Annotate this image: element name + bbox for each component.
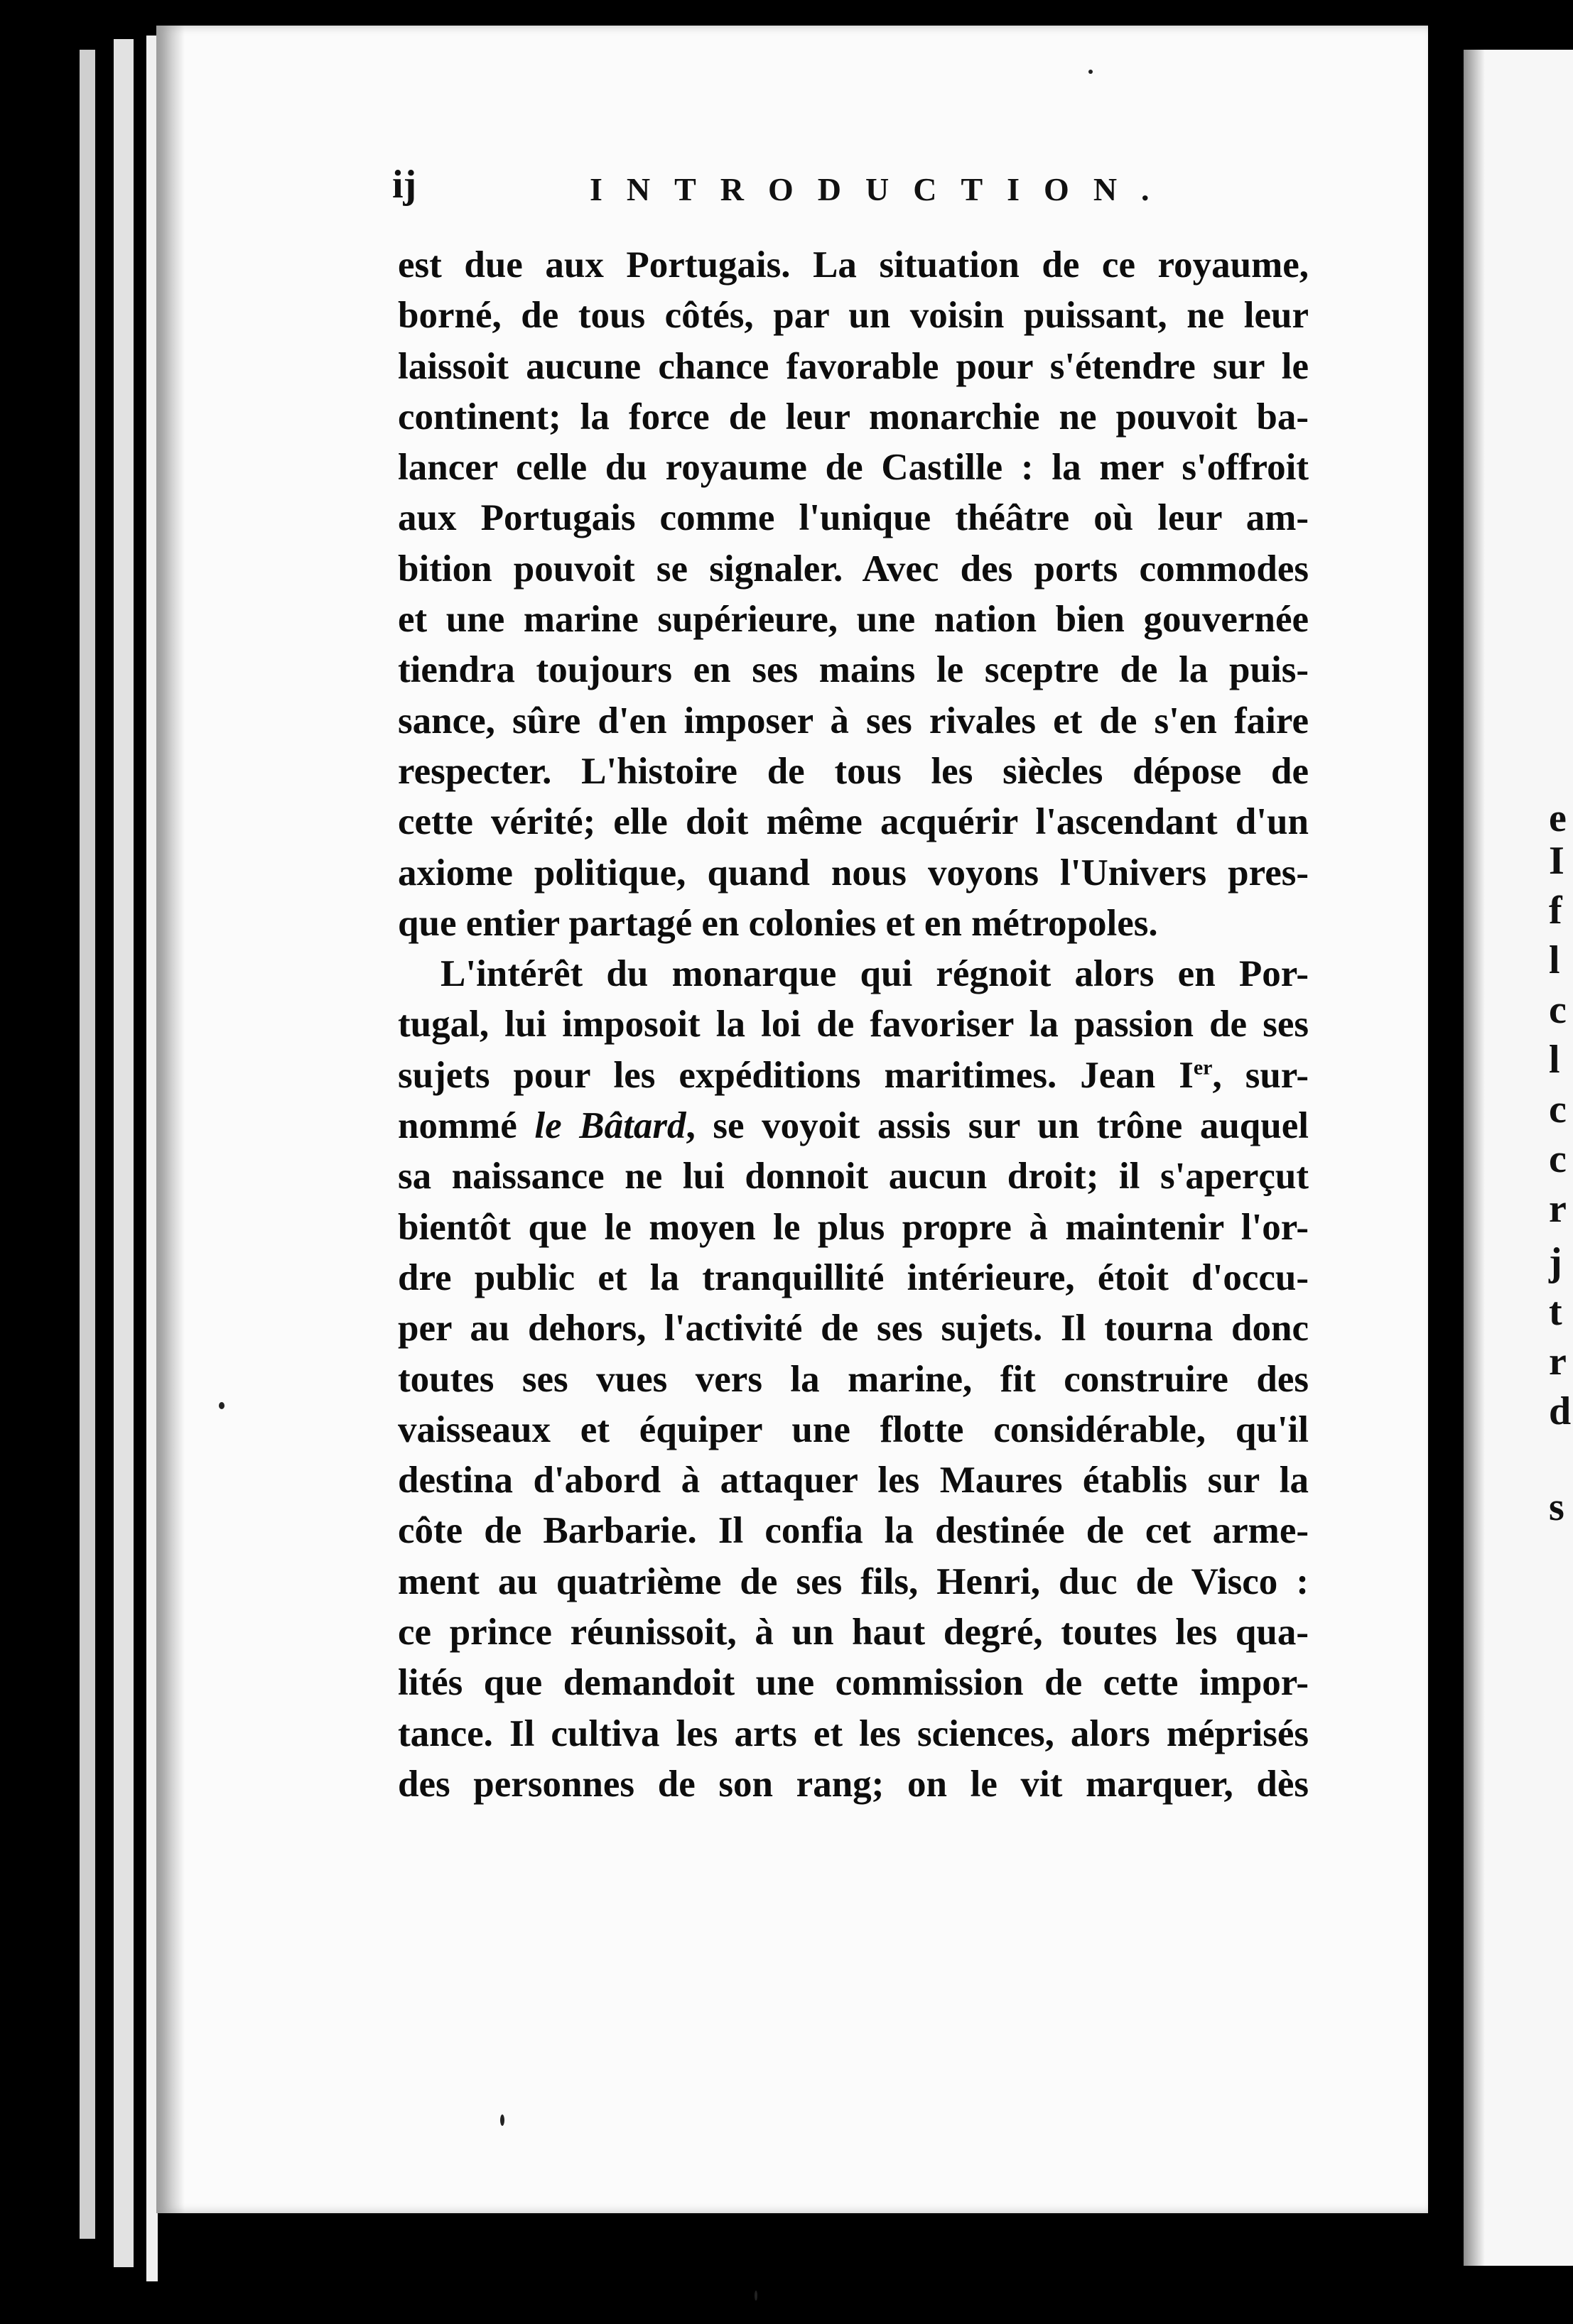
text-line: est due aux Portugais. La situation de ce royaume,: [398, 244, 1309, 286]
text-line: côte de Barbarie. Il confia la destinée de cet arme-: [398, 1510, 1309, 1552]
text-line: lancer celle du royaume de Castille : la mer s'offroit: [398, 447, 1309, 489]
text-line: bientôt que le moyen le plus propre à maintenir l'or-: [398, 1206, 1309, 1248]
text-line-with-superscript: [398, 1050, 1309, 1101]
adjacent-letter: e: [1549, 796, 1567, 840]
text-line: per au dehors, l'activité de ses sujets. Il tourna donc: [398, 1308, 1309, 1350]
text-line: ment au quatrième de ses fils, Henri, duc de Visco :: [398, 1560, 1309, 1602]
adjacent-letter: l: [1549, 1038, 1560, 1082]
text-fragment: sujets pour les expéditions maritimes. Jean I: [398, 1054, 1194, 1096]
text-line: vaisseaux et équiper une flotte considérable, qu'il: [398, 1408, 1309, 1450]
adjacent-letter: f: [1549, 889, 1562, 933]
binding-edge: [80, 50, 95, 2239]
text-line: et une marine supérieure, une nation bien gouvernée: [398, 599, 1309, 641]
adjacent-page-text: [1549, 0, 1573, 2324]
adjacent-letter: c: [1549, 1137, 1567, 1181]
adjacent-letter: r: [1549, 1187, 1567, 1231]
text-fragment: , se voyoit assis sur un trône auquel: [686, 1105, 1309, 1147]
superscript: er: [1193, 1055, 1213, 1080]
text-line: axiome politique, quand nous voyons l'Univers pres-: [398, 852, 1309, 894]
adjacent-letter: l: [1549, 938, 1560, 982]
running-title: INTRODUCTION.: [590, 171, 1174, 207]
text-line: toutes ses vues vers la marine, fit construire des: [398, 1358, 1309, 1400]
text-line: tugal, lui imposoit la loi de favoriser la passion de ses: [398, 1004, 1309, 1046]
page-body: [398, 240, 1309, 1810]
text-line: tance. Il cultiva les arts et les sciences, alors méprisés: [398, 1712, 1309, 1754]
paragraph-start-line: L'intérêt du monarque qui régnoit alors en Por-: [440, 953, 1309, 995]
text-line: des personnes de son rang; on le vit marquer, dès: [398, 1763, 1309, 1805]
text-line-with-italic: [398, 1101, 1309, 1151]
text-fragment: , sur-: [1212, 1054, 1309, 1096]
text-line: respecter. L'histoire de tous les siècles dépose de: [398, 750, 1309, 792]
italic-epithet: le Bâtard: [534, 1105, 686, 1147]
page-number: ij: [392, 163, 417, 207]
text-line: ce prince réunissoit, à un haut degré, toutes les qua-: [398, 1612, 1309, 1654]
adjacent-letter: c: [1549, 1087, 1567, 1131]
text-line: sa naissance ne lui donnoit aucun droit; il s'aperçut: [398, 1156, 1309, 1198]
text-line: bition pouvoit se signaler. Avec des ports commodes: [398, 548, 1309, 590]
adjacent-letter: I: [1549, 839, 1564, 883]
text-line: que entier partagé en colonies et en métropoles.: [398, 902, 1158, 944]
speck: [1088, 70, 1093, 74]
speck: [755, 2291, 757, 2301]
text-line: lités que demandoit une commission de cette impor-: [398, 1662, 1309, 1704]
adjacent-letter: c: [1549, 988, 1567, 1032]
adjacent-letter: r: [1549, 1340, 1567, 1384]
text-line: laissoit aucune chance favorable pour s'étendre sur le: [398, 345, 1309, 387]
text-line: aux Portugais comme l'unique théâtre où leur am-: [398, 497, 1309, 539]
adjacent-letter: d: [1549, 1389, 1572, 1433]
speck: [219, 1402, 225, 1409]
text-line: borné, de tous côtés, par un voisin puissant, ne leur: [398, 295, 1309, 337]
adjacent-letter: j: [1549, 1240, 1562, 1284]
text-line: continent; la force de leur monarchie ne pouvoit ba-: [398, 396, 1309, 438]
speck: [500, 2114, 504, 2126]
text-line: dre public et la tranquillité intérieure, étoit d'occu-: [398, 1256, 1309, 1298]
text-line: cette vérité; elle doit même acquérir l'ascendant d'un: [398, 801, 1309, 843]
adjacent-letter: s: [1549, 1485, 1564, 1529]
text-line: sance, sûre d'en imposer à ses rivales et de s'en faire: [398, 700, 1309, 742]
text-line: tiendra toujours en ses mains le sceptre de la puis-: [398, 649, 1309, 691]
text-fragment: nommé: [398, 1105, 535, 1147]
adjacent-letter: t: [1549, 1290, 1562, 1334]
text-line: destina d'abord à attaquer les Maures établis sur la: [398, 1460, 1309, 1502]
gutter-shadow: [1464, 50, 1485, 2266]
binding-edge: [114, 39, 134, 2267]
